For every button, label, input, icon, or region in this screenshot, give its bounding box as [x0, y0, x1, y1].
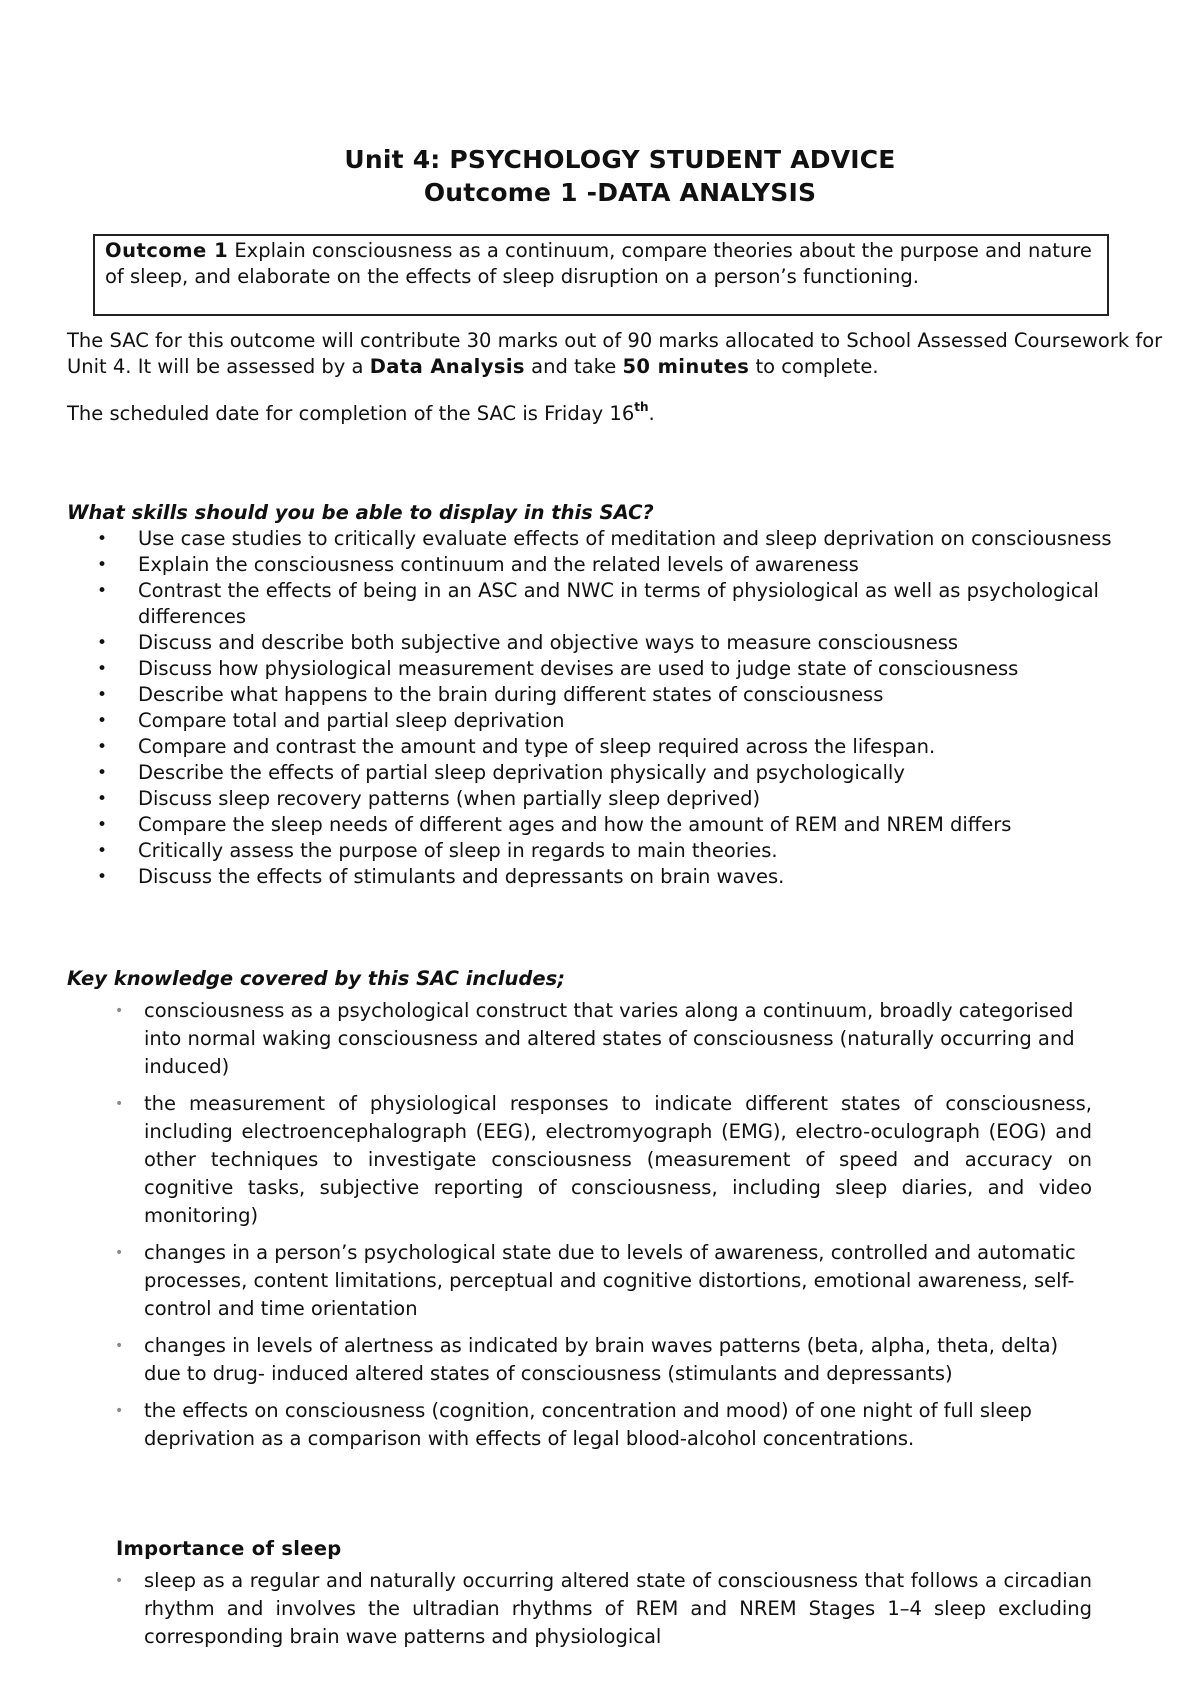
- bullet-icon: •: [97, 659, 108, 679]
- document-title: [0, 143, 1200, 209]
- bullet-icon: •: [115, 1245, 124, 1261]
- bullet-icon: •: [97, 529, 108, 549]
- list-item: [110, 997, 1092, 1081]
- sac-info-paragraph: [67, 328, 1177, 380]
- list-item: [67, 760, 1167, 786]
- bullet-icon: •: [97, 711, 108, 731]
- bullet-icon: •: [97, 789, 108, 809]
- skill-text: Discuss the effects of stimulants and depressants on brain waves.: [138, 865, 785, 888]
- knowledge-text: consciousness as a psychological construct that varies along a continuum, broadly categorised into normal waking consciousness and altered states of consciousness (naturally occurring and induced): [144, 999, 1075, 1078]
- list-item: [67, 786, 1167, 812]
- bullet-icon: •: [97, 555, 108, 575]
- bullet-icon: •: [97, 763, 108, 783]
- skill-text: Discuss sleep recovery patterns (when partially sleep deprived): [138, 787, 761, 810]
- outcome-text: Explain consciousness as a continuum, compare theories about the purpose and nature of sleep, and elaborate on the effects of sleep disruption on a person’s functioning.: [105, 239, 1092, 288]
- outcome-box: [93, 234, 1109, 316]
- list-item: [67, 708, 1167, 734]
- bullet-icon: •: [115, 1096, 124, 1112]
- knowledge-list: [110, 997, 1092, 1462]
- skill-text: Compare and contrast the amount and type of sleep required across the lifespan.: [138, 735, 936, 758]
- knowledge-heading: Key knowledge covered by this SAC includes;: [67, 967, 566, 990]
- title-line-1: Unit 4: PSYCHOLOGY STUDENT ADVICE: [344, 145, 896, 174]
- knowledge-text: the measurement of physiological responses to indicate different states of consciousness, including electroencephalograph (EEG), electromyograph (EMG), electro-oculograph (EOG) and other techniques to investigate consciousness (measurement of speed and accuracy on cognitive tasks, subjective reporting of consciousness, including sleep diaries, and video monitoring): [144, 1092, 1092, 1227]
- list-item: [67, 838, 1167, 864]
- schedule-end: .: [648, 402, 655, 425]
- importance-text: sleep as a regular and naturally occurring altered state of consciousness that follows a circadian rhythm and involves the ultradian rhythms of REM and NREM Stages 1–4 sleep excluding corresponding brain wave patterns and physiological: [144, 1569, 1092, 1648]
- skill-text: Describe what happens to the brain during different states of consciousness: [138, 683, 884, 706]
- skills-heading: What skills should you be able to display in this SAC?: [67, 501, 654, 524]
- list-item: [67, 734, 1167, 760]
- skill-text: Explain the consciousness continuum and the related levels of awareness: [138, 553, 859, 576]
- list-item: [110, 1397, 1092, 1453]
- bullet-icon: •: [97, 867, 108, 887]
- skill-text: Discuss and describe both subjective and objective ways to measure consciousness: [138, 631, 959, 654]
- skill-text: Discuss how physiological measurement devises are used to judge state of consciousness: [138, 657, 1019, 680]
- list-item: [110, 1090, 1092, 1230]
- skill-text: Contrast the effects of being in an ASC and NWC in terms of physiological as well as psychological differences: [138, 579, 1099, 628]
- importance-list: [110, 1567, 1092, 1660]
- sac-format-bold: Data Analysis: [369, 355, 525, 378]
- schedule-sup: th: [634, 400, 649, 414]
- bullet-icon: •: [115, 1338, 124, 1354]
- list-item: [110, 1239, 1092, 1323]
- list-item: [110, 1332, 1092, 1388]
- importance-heading: Importance of sleep: [116, 1537, 342, 1560]
- list-item: [67, 656, 1167, 682]
- bullet-icon: •: [97, 737, 108, 757]
- list-item: [67, 552, 1167, 578]
- schedule-text: The scheduled date for completion of the SAC is Friday 16: [67, 402, 635, 425]
- list-item: [67, 812, 1167, 838]
- bullet-icon: •: [115, 1573, 124, 1589]
- sac-info-text: and take: [524, 355, 623, 378]
- bullet-icon: •: [97, 685, 108, 705]
- skill-text: Describe the effects of partial sleep deprivation physically and psychologically: [138, 761, 905, 784]
- bullet-icon: •: [97, 815, 108, 835]
- title-line-2: Outcome 1 -DATA ANALYSIS: [423, 178, 817, 207]
- knowledge-text: the effects on consciousness (cognition, concentration and mood) of one night of full sleep deprivation as a comparison with effects of legal blood-alcohol concentrations.: [144, 1399, 1032, 1450]
- list-item: [67, 630, 1167, 656]
- sac-duration-bold: 50 minutes: [622, 355, 750, 378]
- bullet-icon: •: [97, 581, 108, 601]
- skills-list: [67, 526, 1167, 890]
- bullet-icon: •: [97, 841, 108, 861]
- skill-text: Use case studies to critically evaluate effects of meditation and sleep deprivation on consciousness: [138, 527, 1112, 550]
- sac-info-text: to complete.: [749, 355, 879, 378]
- list-item: [67, 682, 1167, 708]
- knowledge-text: changes in a person’s psychological state due to levels of awareness, controlled and automatic processes, content limitations, perceptual and cognitive distortions, emotional awareness, self-control and time orientation: [144, 1241, 1076, 1320]
- skill-text: Compare the sleep needs of different ages and how the amount of REM and NREM differs: [138, 813, 1012, 836]
- sac-info-text: The SAC for this outcome will contribute 30 marks out of 90 marks allocated to School Assessed Coursework for Unit 4. It will be assessed by a: [67, 329, 1163, 378]
- bullet-icon: •: [115, 1403, 124, 1419]
- knowledge-text: changes in levels of alertness as indicated by brain waves patterns (beta, alpha, theta, delta) due to drug- induced altered states of consciousness (stimulants and depressants): [144, 1334, 1059, 1385]
- skill-text: Compare total and partial sleep deprivation: [138, 709, 565, 732]
- list-item: [67, 526, 1167, 552]
- list-item: [67, 864, 1167, 890]
- skill-text: Critically assess the purpose of sleep in regards to main theories.: [138, 839, 778, 862]
- schedule-paragraph: [67, 401, 1177, 427]
- outcome-label: Outcome 1: [105, 239, 229, 262]
- bullet-icon: •: [97, 633, 108, 653]
- bullet-icon: •: [115, 1003, 124, 1019]
- list-item: [110, 1567, 1092, 1651]
- list-item: [67, 578, 1167, 630]
